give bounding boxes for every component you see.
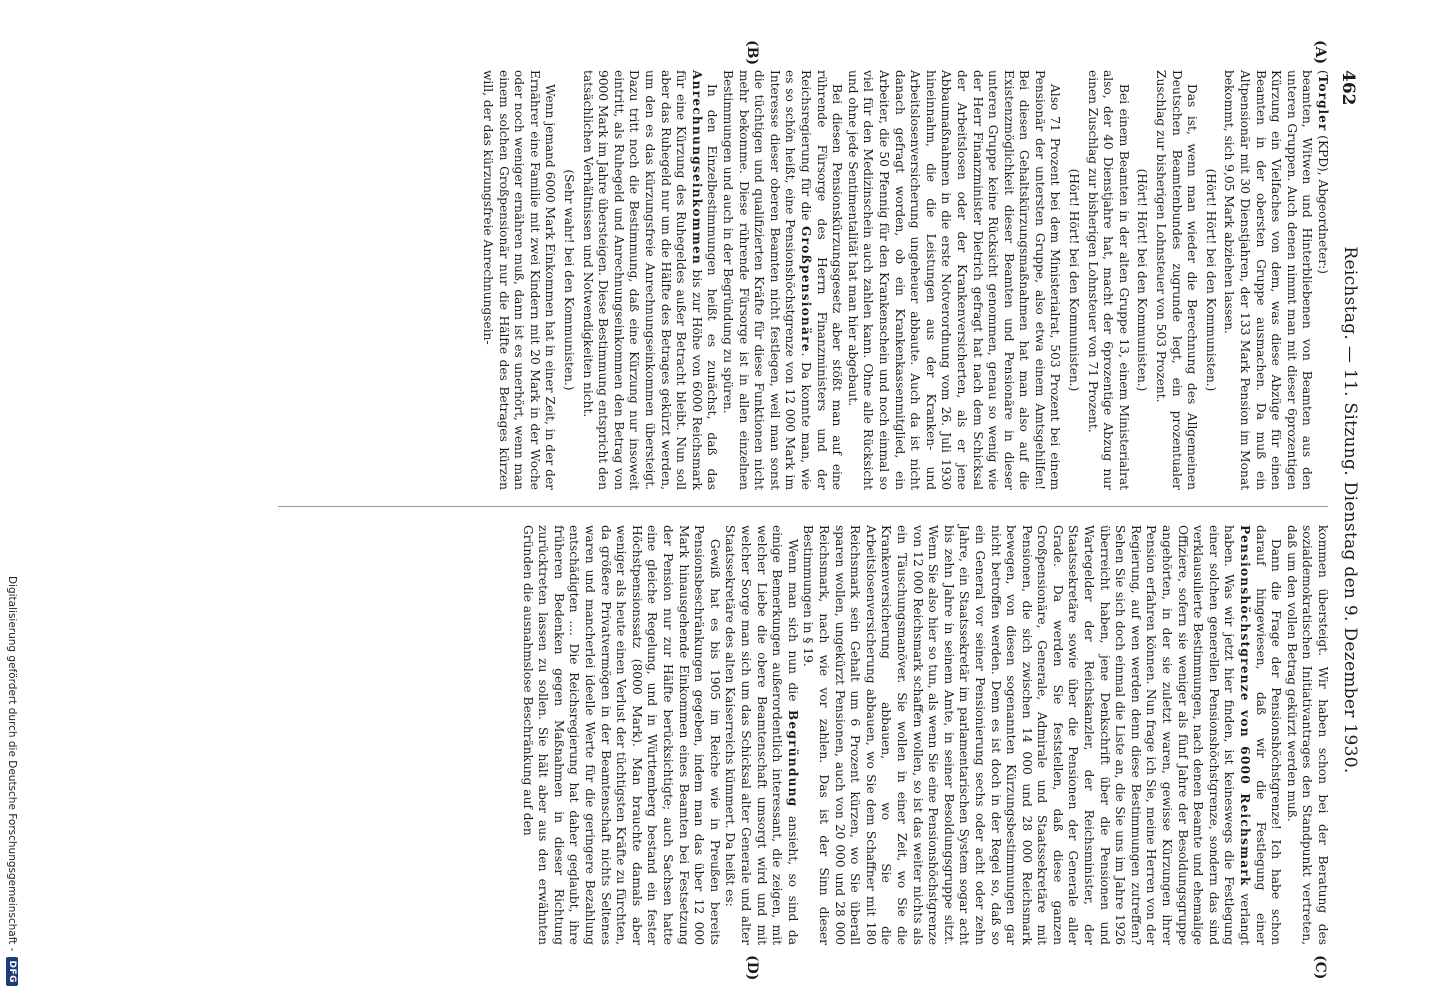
dfg-logo: DFG [6, 957, 18, 986]
left-column [480, 70, 1330, 490]
paragraph: Bei einem Beamten in der alten Gruppe 13, einem Ministerialrat also, der 40 Dienstjahre hat, macht der 6prozentige Abzug nur einen Zuschlag zur bisherigen Lohnsteuer von 71 Prozent. [1085, 70, 1131, 490]
interjection: (Hört! Hört! bei den Kommunisten.) [1067, 168, 1082, 392]
emphasis-term: Begründung [785, 709, 800, 808]
emphasis-term: Großpensionäre [799, 225, 813, 353]
quoted-paragraph: Gewiß hat es bis 1905 im Reiche wie in Preußen bereits Pensionsbeschränkungen gegeben, indem man das über 12 000 Mark hinausgehende Einkommen eines Beamten bei Festsetzung der Pension nur zur Hälfte berücksichtigte; auch Sachsen hatte eine gleiche Regelung, und in Württemberg bestand ein fester Höchstpensionssatz (8000 Mark). Man brauchte damals aber weniger als heute einen Verlust der tüchtigsten Kräfte zu fürchten, da größere Privatvermögen in der Beamtenschaft nichts Seltenes waren und mancherlei ideelle Werte für die geringere Bezahlung entschädigten .... Die Reichsregierung hat daher geglaubt, ihre früheren Bedenken gegen Maßnahmen in dieser Richtung zurücktreten lassen zu sollen. Sie hält aber aus den erwähnten Gründen die ausnahmslose Beschränkung auf den [520, 525, 722, 945]
speaker-affiliation: (KPD), Abgeordneter: [1316, 131, 1330, 270]
page-number: 462 [1338, 70, 1358, 106]
paragraph: Wenn jemand 6000 Mark Einkommen hat in einer Zeit, in der der Ernährer eine Familie mit zwei Kindern mit 20 Mark in der Woche oder noch weniger ernähren muß, dann ist es unerhört, wenn man einem solchen Großpensionär nur die Hälfte des Betrages kürzen will, der das kürzungsfreie Anrechnungsein- [481, 70, 558, 490]
paragraph: Das ist, wenn man wieder die Berechnung des Allgemeinen Deutschen Beamtenbundes zugrunde legt, ein prozentualer Zuschlag zur bisherigen Lohnsteuer von 503 Prozent. [1154, 70, 1200, 490]
margin-mark-a: (A) [1312, 40, 1328, 65]
paragraph: kommen übersteigt. Wir haben schon bei der Beratung des sozialdemokratischen Initiativantrages den Standpunkt vertreten, daß um den vollen Betrag gekürzt werden muß. [1284, 525, 1330, 945]
paragraph: Wenn man sich nun die Begründung ansieht, so sind da einige Bemerkungen außerordentlich interessant, die zeigen, mit welcher Liebe die obere Beamtenschaft umsorgt wird und mit welcher Sorge man sich um das Schicksal alter Generale und alter Staatssekretäre des alten Kaiserreichs kümmert. Da heißt es: [723, 525, 800, 945]
margin-mark-b: (B) [744, 40, 760, 66]
speaker-line: (Torgler (KPD), Abgeordneter:) [1316, 70, 1330, 274]
paragraph: beamten, Witwen und Hinterbliebenen von Beamten aus den unteren Gruppen. Auch denen nimmt man mit dieser 6prozentigen Kürzung ein Vielfaches von dem, was diese Abzüge für einen Beamten in der obersten Gruppe ausmachen. Da muß ein Altpensionär mit 30 Dienstjahren, der 133 Mark Pension im Monat bekommt, sich 9,05 Mark abziehen lassen. [1222, 70, 1315, 490]
emphasis-term: Pensionshöchstgrenze von 6000 Reichsmark [1238, 525, 1253, 887]
margin-mark-c: (C) [1312, 955, 1328, 980]
right-column [519, 525, 1330, 945]
emphasis-term: Anrechnungseinkommen [689, 70, 704, 265]
funding-notice: Digitalisierung gefördert durch die Deutsche Forschungsgemeinschaft - [6, 575, 18, 952]
paragraph: In den Einzelbestimmungen heißt es zunächst, daß das Anrechnungseinkommen bis zur Höhe von 6000 Reichsmark für eine Kürzung des Ruhegeldes außer Betracht bleibt. Nun soll aber das Ruhegeld nur um die Hälfte des Betrages gekürzt werden, um den es das kürzungsfreie Anrechnungseinkommen übersteigt. Dazu tritt noch die Bestimmung, daß eine Kürzung nur insoweit eintritt, als Ruhegeld und Anrechnungseinkommen den Betrag von 9000 Mark im Jahre übersteigen. Diese Bestimmung entspricht den tatsächlichen Verhältnissen und Notwendigkeiten nicht. [580, 70, 720, 490]
interjection: (Hört! Hört! bei den Kommunisten.) [1203, 168, 1218, 392]
speaker-name: Torgler [1316, 74, 1330, 132]
interjection: (Sehr wahr! bei den Kommunisten.) [562, 169, 577, 391]
scanned-page [100, 40, 1360, 981]
paragraph: Bei diesen Pensionskürzungsgesetz aber stößt man auf eine rührende Fürsorge des Herrn Finanzministers und der Reichsregierung für die Großpensionäre. Da konnte man, wie es so schön heißt, eine Pensionshöchstgrenze von 12 000 Mark im Interesse dieser oberen Beamten nicht festlegen, weil man sonst die tüchtigen und qualifizierten Kräfte für diese Funktionen nicht mehr bekomme. Diese rührende Fürsorge ist in allen einzelnen Bestimmungen und auch in der Begründung zu spüren. [721, 70, 845, 491]
margin-mark-d: (D) [744, 955, 760, 981]
running-title: Reichstag. — 11. Sitzung. Dienstag den 9. Dezember 1930. [1340, 246, 1360, 774]
funding-notice-strip [2, 0, 20, 1000]
column-rule [278, 506, 1328, 507]
paragraph: Dann die Frage der Pensionshöchstgrenze! Ich habe schon darauf hingewiesen, daß wir die Festlegung einer Pensionshöchstgrenze von 6000 Reichsmark verlangt haben. Was wir jetzt hier finden, ist keineswegs die Festlegung einer solchen generellen Pensionshöchstgrenze, sondern das sind verklausulierte Bestimmungen, nach denen Beamte und ehemalige Offiziere, sofern sie weniger als fünf Jahre der Besoldungsgruppe angehörten, in der sie zuletzt waren, gewisse Kürzungen ihrer Pension erfahren können. Nun frage ich Sie, meine Herren von der Regierung, auf wen werden denn diese Bestimmungen zutreffen? Sehen Sie sich doch einmal die Liste an, die Sie uns im Jahre 1926 überreicht haben, jene Denkschrift über die Pensionen und Wartegelder der Reichskanzler, der Reichsminister, der Staatssekretäre sowie über die Pensionen der Generale aller Grade. Da werden Sie feststellen, daß diese ganzen Großpensionäre, Generale, Admirale und Staatssekretäre mit Pensionen, die sich zwischen 14 000 und 28 000 Reichsmark bewegen, von diesen sogenannten Kürzungsbestimmungen gar nicht betroffen werden. Denn es ist doch in der Regel so, daß so ein General vor seiner Pensionierung sechs oder acht oder zehn Jahre, ein Staatssekretär im parlamentarischen System sogar acht bis zehn Jahre in seinem Amte, in seiner Besoldungsgruppe sitzt. Wenn Sie also hier so tun, als wenn Sie eine Pensionshöchstgrenze von 12 000 Reichsmark schaffen wollen, so ist das weiter nichts als ein Täuschungsmanöver. Sie wollen in einer Zeit, wo Sie die Krankenversicherung abbauen, wo Sie die Arbeitslosenversicherung abbauen, wo Sie dem Schaffner mit 180 Reichsmark sein Gehalt um 6 Prozent kürzen, wo Sie überall sparen wollen, ungekürzt Pensionen, auch von 20 000 und 28 000 Reichsmark, nach wie vor zahlen. Das ist der Sinn dieser Bestimmungen in § 19. [801, 525, 1284, 946]
page-header [1332, 70, 1360, 950]
interjection: (Hört! Hört! bei den Kommunisten.) [1135, 168, 1150, 392]
paragraph: Also 71 Prozent bei dem Ministerialrat, 503 Prozent bei einem Pensionär der untersten Gruppe, also etwa einem Amtsgehilfen! Bei diesen Gehaltskürzungsmaßnahmen hat man also auf die Existenzmöglichkeit dieser Beamten und Pensionäre in dieser unteren Gruppe keine Rücksicht genommen, genau so wenig wie der Herr Finanzminister Dietrich gefragt hat nach dem Schicksal der Arbeitslosen oder der Krankenversicherten, als er jene Abbaumaßnahmen in die erste Notverordnung vom 26. Juli 1930 hineinnahm, die die Leistungen aus der Kranken- und Arbeitslosenversicherung ungeheuer abbaute. Auch da ist nicht danach gefragt worden, ob ein Krankenkassenmitglied, ein Arbeiter, die 50 Pfennig für den Krankenschein und noch einmal so viel für den Medizinschein auch zahlen kann. Ohne alle Rücksicht und ohne jede Sentimentalität hat man hier abgebaut. [845, 70, 1063, 490]
